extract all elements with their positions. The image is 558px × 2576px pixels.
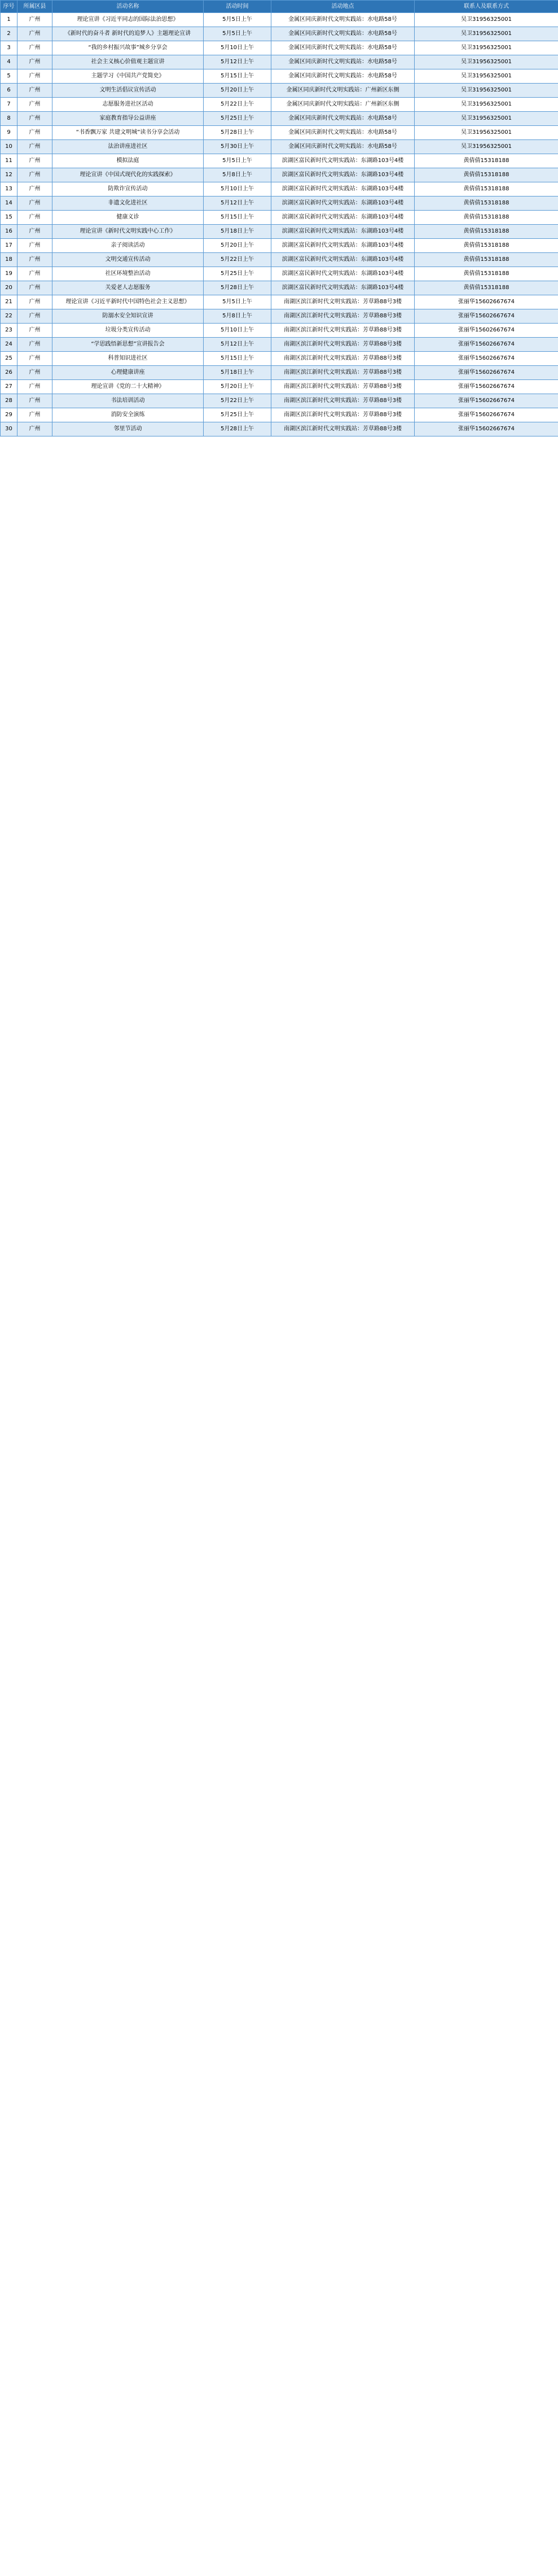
cell-index: 2 [1,27,17,41]
cell-activity-location: 滨湖区富民新时代文明实践站：东湖路103号4楼 [271,267,415,281]
cell-index: 16 [1,225,17,239]
cell-activity-time: 5月25日上午 [204,112,271,126]
cell-contact: 吴卫31956325001 [415,140,558,154]
cell-index: 11 [1,154,17,168]
cell-contact: 张丽华15602667674 [415,338,558,352]
cell-contact: 吴卫31956325001 [415,41,558,55]
cell-index: 15 [1,211,17,225]
cell-index: 23 [1,324,17,338]
cell-activity-location: 南湖区滨江新时代文明实践站：芳草路88号3楼 [271,309,415,324]
cell-activity-time: 5月30日上午 [204,140,271,154]
cell-activity-name: 社会主义核心价值观主题宣讲 [52,55,204,69]
table-row [1,422,558,436]
cell-activity-name: “学思践悟新思想”宣讲报告会 [52,338,204,352]
cell-district: 广州 [17,239,52,253]
cell-activity-location: 金属区同庆新时代文明实践站：水电路58号 [271,126,415,140]
table-header-row [1,1,558,13]
cell-activity-name: 理论宣讲《党的二十大精神》 [52,380,204,394]
cell-district: 广州 [17,408,52,422]
cell-activity-location: 滨湖区富民新时代文明实践站：东湖路103号4楼 [271,168,415,182]
cell-activity-time: 5月12日上午 [204,55,271,69]
cell-index: 24 [1,338,17,352]
cell-district: 广州 [17,324,52,338]
cell-contact: 吴卫31956325001 [415,84,558,98]
cell-activity-time: 5月25日上午 [204,267,271,281]
table-row [1,27,558,41]
cell-activity-location: 南湖区滨江新时代文明实践站：芳草路88号3楼 [271,422,415,436]
activity-table [0,0,558,436]
cell-contact: 张丽华15602667674 [415,408,558,422]
cell-index: 30 [1,422,17,436]
cell-district: 广州 [17,366,52,380]
table-row [1,239,558,253]
table-row [1,112,558,126]
cell-index: 25 [1,352,17,366]
table-row [1,281,558,295]
cell-index: 27 [1,380,17,394]
cell-activity-name: 非遗文化进社区 [52,197,204,211]
table-row [1,338,558,352]
cell-activity-name: 理论宣讲《习近平新时代中国特色社会主义思想》 [52,295,204,309]
cell-activity-location: 南湖区滨江新时代文明实践站：芳草路88号3楼 [271,324,415,338]
cell-activity-name: 理论宣讲《习近平同志的国际法治思想》 [52,13,204,27]
cell-district: 广州 [17,27,52,41]
cell-activity-location: 南湖区滨江新时代文明实践站：芳草路88号3楼 [271,380,415,394]
table-row [1,41,558,55]
cell-district: 广州 [17,394,52,408]
header-contact: 联系人及联系方式 [415,1,558,13]
cell-index: 3 [1,41,17,55]
cell-activity-name: “我的乡村振兴故事”城乡分享会 [52,41,204,55]
table-row [1,253,558,267]
cell-contact: 吴卫31956325001 [415,13,558,27]
cell-index: 8 [1,112,17,126]
cell-index: 14 [1,197,17,211]
table-row [1,140,558,154]
cell-index: 22 [1,309,17,324]
table-row [1,295,558,309]
cell-activity-time: 5月5日上午 [204,295,271,309]
cell-activity-location: 金属区同庆新时代文明实践站：水电路58号 [271,112,415,126]
cell-district: 广州 [17,253,52,267]
cell-activity-location: 滨湖区富民新时代文明实践站：东湖路103号4楼 [271,225,415,239]
table-row [1,84,558,98]
cell-contact: 黄倩倩15318188 [415,225,558,239]
cell-activity-time: 5月22日上午 [204,253,271,267]
cell-activity-time: 5月28日上午 [204,422,271,436]
cell-activity-location: 滨湖区富民新时代文明实践站：东湖路103号4楼 [271,211,415,225]
cell-district: 广州 [17,55,52,69]
cell-activity-location: 南湖区滨江新时代文明实践站：芳草路88号3楼 [271,366,415,380]
cell-contact: 张丽华15602667674 [415,295,558,309]
cell-activity-time: 5月18日上午 [204,225,271,239]
cell-activity-name: 主题学习《中国共产党简史》 [52,69,204,84]
cell-contact: 吴卫31956325001 [415,112,558,126]
table-body [1,13,558,436]
table-row [1,225,558,239]
table-row [1,380,558,394]
cell-activity-name: 社区环境整治活动 [52,267,204,281]
cell-index: 1 [1,13,17,27]
cell-contact: 黄倩倩15318188 [415,211,558,225]
cell-district: 广州 [17,182,52,197]
cell-activity-name: 理论宣讲《中国式现代化的实践探索》 [52,168,204,182]
cell-activity-location: 金属区同庆新时代文明实践站：水电路58号 [271,55,415,69]
cell-activity-name: 关爱老人志愿服务 [52,281,204,295]
cell-activity-location: 金属区同庆新时代文明实践站：广州新区东侧 [271,98,415,112]
cell-activity-time: 5月10日上午 [204,41,271,55]
cell-activity-name: 书法培训活动 [52,394,204,408]
table-row [1,197,558,211]
cell-activity-time: 5月10日上午 [204,182,271,197]
cell-activity-time: 5月22日上午 [204,394,271,408]
cell-district: 广州 [17,338,52,352]
cell-index: 26 [1,366,17,380]
table-row [1,126,558,140]
cell-activity-location: 滨湖区富民新时代文明实践站：东湖路103号4楼 [271,197,415,211]
cell-index: 28 [1,394,17,408]
cell-activity-name: 模拟法庭 [52,154,204,168]
cell-district: 广州 [17,126,52,140]
cell-activity-location: 南湖区滨江新时代文明实践站：芳草路88号3楼 [271,352,415,366]
cell-district: 广州 [17,140,52,154]
cell-activity-name: 志愿服务进社区活动 [52,98,204,112]
cell-activity-name: 心理健康讲座 [52,366,204,380]
cell-activity-time: 5月28日上午 [204,126,271,140]
cell-activity-time: 5月8日上午 [204,309,271,324]
cell-district: 广州 [17,112,52,126]
cell-activity-name: 健康义诊 [52,211,204,225]
cell-index: 17 [1,239,17,253]
cell-activity-name: 消防安全演练 [52,408,204,422]
cell-contact: 黄倩倩15318188 [415,168,558,182]
cell-contact: 张丽华15602667674 [415,394,558,408]
table-row [1,69,558,84]
cell-activity-location: 滨湖区富民新时代文明实践站：东湖路103号4楼 [271,182,415,197]
header-activity-time: 活动时间 [204,1,271,13]
cell-district: 广州 [17,168,52,182]
cell-activity-location: 滨湖区富民新时代文明实践站：东湖路103号4楼 [271,154,415,168]
cell-index: 12 [1,168,17,182]
cell-index: 19 [1,267,17,281]
header-index: 序号 [1,1,17,13]
cell-activity-time: 5月28日上午 [204,281,271,295]
cell-district: 广州 [17,295,52,309]
cell-contact: 张丽华15602667674 [415,309,558,324]
cell-contact: 黄倩倩15318188 [415,182,558,197]
cell-activity-location: 南湖区滨江新时代文明实践站：芳草路88号3楼 [271,408,415,422]
cell-district: 广州 [17,225,52,239]
table-row [1,182,558,197]
cell-activity-time: 5月10日上午 [204,324,271,338]
cell-district: 广州 [17,380,52,394]
cell-district: 广州 [17,98,52,112]
cell-activity-name: 文明交通宣传活动 [52,253,204,267]
cell-contact: 吴卫31956325001 [415,55,558,69]
table-row [1,408,558,422]
table-row [1,324,558,338]
cell-activity-location: 金属区同庆新时代文明实践站：水电路58号 [271,27,415,41]
cell-activity-time: 5月5日上午 [204,13,271,27]
cell-activity-location: 金属区同庆新时代文明实践站：广州新区东侧 [271,84,415,98]
cell-activity-name: 防溺水安全知识宣讲 [52,309,204,324]
cell-contact: 吴卫31956325001 [415,126,558,140]
table-row [1,309,558,324]
table-row [1,394,558,408]
cell-activity-time: 5月22日上午 [204,98,271,112]
cell-contact: 张丽华15602667674 [415,324,558,338]
cell-activity-location: 南湖区滨江新时代文明实践站：芳草路88号3楼 [271,295,415,309]
cell-contact: 张丽华15602667674 [415,422,558,436]
cell-district: 广州 [17,352,52,366]
header-district: 所属区县 [17,1,52,13]
cell-activity-name: 科普知识进社区 [52,352,204,366]
cell-contact: 黄倩倩15318188 [415,154,558,168]
cell-activity-name: 理论宣讲《新时代文明实践中心工作》 [52,225,204,239]
cell-contact: 张丽华15602667674 [415,380,558,394]
cell-activity-location: 滨湖区富民新时代文明实践站：东湖路103号4楼 [271,253,415,267]
cell-activity-location: 南湖区滨江新时代文明实践站：芳草路88号3楼 [271,394,415,408]
cell-index: 7 [1,98,17,112]
cell-district: 广州 [17,211,52,225]
cell-activity-time: 5月8日上午 [204,168,271,182]
cell-activity-time: 5月5日上午 [204,154,271,168]
cell-index: 18 [1,253,17,267]
cell-district: 广州 [17,154,52,168]
cell-activity-time: 5月15日上午 [204,352,271,366]
table-row [1,366,558,380]
cell-index: 10 [1,140,17,154]
cell-district: 广州 [17,309,52,324]
table-row [1,168,558,182]
cell-district: 广州 [17,197,52,211]
cell-activity-location: 滨湖区富民新时代文明实践站：东湖路103号4楼 [271,239,415,253]
table-row [1,55,558,69]
cell-index: 5 [1,69,17,84]
cell-contact: 张丽华15602667674 [415,352,558,366]
cell-index: 9 [1,126,17,140]
cell-activity-time: 5月15日上午 [204,211,271,225]
cell-district: 广州 [17,13,52,27]
cell-district: 广州 [17,84,52,98]
table-row [1,352,558,366]
cell-activity-location: 金属区同庆新时代文明实践站：水电路58号 [271,41,415,55]
table-row [1,211,558,225]
cell-district: 广州 [17,422,52,436]
cell-district: 广州 [17,281,52,295]
cell-activity-time: 5月15日上午 [204,69,271,84]
cell-activity-time: 5月20日上午 [204,84,271,98]
cell-activity-time: 5月5日上午 [204,27,271,41]
cell-activity-time: 5月20日上午 [204,380,271,394]
table-row [1,13,558,27]
cell-index: 13 [1,182,17,197]
cell-index: 29 [1,408,17,422]
cell-activity-name: “书香飘万家 共建文明城”读书分享会活动 [52,126,204,140]
cell-district: 广州 [17,41,52,55]
cell-activity-time: 5月12日上午 [204,338,271,352]
cell-contact: 黄倩倩15318188 [415,267,558,281]
table-row [1,267,558,281]
table-row [1,154,558,168]
cell-index: 21 [1,295,17,309]
cell-contact: 黄倩倩15318188 [415,281,558,295]
cell-district: 广州 [17,267,52,281]
cell-index: 6 [1,84,17,98]
cell-activity-name: 文明生活倡议宣传活动 [52,84,204,98]
cell-activity-time: 5月18日上午 [204,366,271,380]
cell-activity-time: 5月20日上午 [204,239,271,253]
cell-contact: 吴卫31956325001 [415,98,558,112]
cell-contact: 吴卫31956325001 [415,27,558,41]
cell-activity-time: 5月25日上午 [204,408,271,422]
cell-contact: 黄倩倩15318188 [415,253,558,267]
table-row [1,98,558,112]
header-activity-location: 活动地点 [271,1,415,13]
cell-activity-location: 金属区同庆新时代文明实践站：水电路58号 [271,69,415,84]
cell-activity-location: 南湖区滨江新时代文明实践站：芳草路88号3楼 [271,338,415,352]
cell-activity-location: 金属区同庆新时代文明实践站：水电路58号 [271,140,415,154]
cell-contact: 黄倩倩15318188 [415,197,558,211]
cell-activity-time: 5月12日上午 [204,197,271,211]
cell-activity-location: 滨湖区富民新时代文明实践站：东湖路103号4楼 [271,281,415,295]
cell-index: 4 [1,55,17,69]
cell-activity-name: 垃圾分类宣传活动 [52,324,204,338]
cell-activity-name: 家庭教育指导公益讲座 [52,112,204,126]
cell-activity-location: 金属区同庆新时代文明实践站：水电路58号 [271,13,415,27]
cell-contact: 黄倩倩15318188 [415,239,558,253]
cell-contact: 张丽华15602667674 [415,366,558,380]
cell-district: 广州 [17,69,52,84]
header-activity-name: 活动名称 [52,1,204,13]
cell-index: 20 [1,281,17,295]
cell-activity-name: 防欺诈宣传活动 [52,182,204,197]
cell-activity-name: 法治讲座进社区 [52,140,204,154]
cell-activity-name: 《新时代的奋斗者 新时代的追梦人》主题理论宣讲 [52,27,204,41]
cell-activity-name: 邻里节活动 [52,422,204,436]
cell-activity-name: 亲子阅读活动 [52,239,204,253]
cell-contact: 吴卫31956325001 [415,69,558,84]
